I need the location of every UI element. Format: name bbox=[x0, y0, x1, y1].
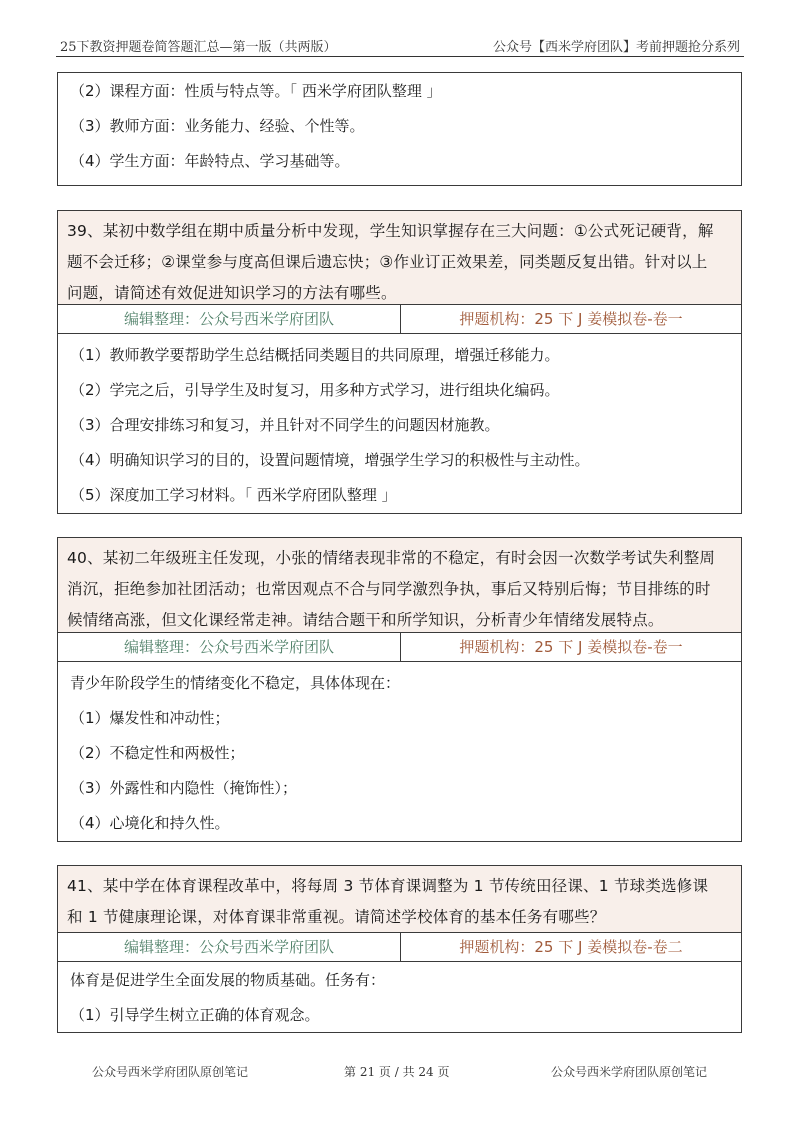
answer-line: （5）深度加工学习材料。「 西米学府团队整理 」 bbox=[70, 486, 397, 504]
answer-line: （1）教师教学要帮助学生总结概括同类题目的共同原理，增强迁移能力。 bbox=[70, 346, 560, 364]
answer-line: （2）学完之后，引导学生及时复习，用多种方式学习，进行组块化编码。 bbox=[70, 381, 560, 399]
answer-line: （4）心境化和持久性。 bbox=[70, 814, 230, 832]
question-meta bbox=[58, 933, 741, 962]
header-series: 公众号【西米学府团队】考前押题抢分系列 bbox=[492, 40, 740, 55]
question-meta bbox=[58, 305, 741, 334]
question-box-39 bbox=[57, 210, 742, 514]
answer-line: （1）爆发性和冲动性； bbox=[70, 709, 230, 727]
question-text: 39、某初中数学组在期中质量分析中发现，学生知识掌握存在三大问题：①公式死记硬背，解 题不会迁移；②课堂参与度高但课后遗忘快；③作业订正效果差，同类题反复出错。针对以上 问题，请简述有效促进知识学习的方法有哪些。 bbox=[58, 211, 741, 305]
answer-line: （2）不稳定性和两极性； bbox=[70, 744, 245, 762]
editor-label: 编辑整理：公众号西米学府团队 bbox=[58, 305, 401, 333]
answer-box-continued bbox=[57, 72, 742, 186]
source-label: 押题机构：25 下 J 姜模拟卷-卷一 bbox=[459, 638, 683, 656]
editor-label: 编辑整理：公众号西米学府团队 bbox=[58, 933, 401, 961]
footer-right: 公众号西米学府团队原创笔记 bbox=[551, 1065, 708, 1079]
page-footer bbox=[0, 1063, 800, 1083]
answer-line: 青少年阶段学生的情绪变化不稳定，具体体现在： bbox=[70, 674, 401, 692]
answer-line: （2）课程方面：性质与特点等。「 西米学府团队整理 」 bbox=[70, 82, 442, 100]
page-number: 第 21 页 / 共 24 页 bbox=[344, 1065, 450, 1079]
answer-line: （3）教师方面：业务能力、经验、个性等。 bbox=[70, 117, 365, 135]
footer-left: 公众号西米学府团队原创笔记 bbox=[92, 1065, 249, 1079]
question-text: 41、某中学在体育课程改革中，将每周 3 节体育课调整为 1 节传统田径课、1 节球类选修课 和 1 节健康理论课，对体育课非常重视。请简述学校体育的基本任务有哪些？ bbox=[58, 866, 741, 933]
question-meta bbox=[58, 633, 741, 662]
question-text: 40、某初二年级班主任发现，小张的情绪表现非常的不稳定，有时会因一次数学考试失利整周 消沉，拒绝参加社团活动；也常因观点不合与同学激烈争执，事后又特别后悔；节目排练的时 候情绪高涨，但文化课经常走神。请结合题干和所学知识，分析青少年情绪发展特点。 bbox=[58, 538, 741, 633]
header-title: 25下教资押题卷简答题汇总—第一版（共两版） bbox=[60, 40, 337, 55]
answer-line: （1）引导学生树立正确的体育观念。 bbox=[70, 1006, 320, 1024]
answer-line: （4）学生方面：年龄特点、学习基础等。 bbox=[70, 152, 350, 170]
answer-line: 体育是促进学生全面发展的物质基础。任务有： bbox=[70, 971, 386, 989]
question-box-40 bbox=[57, 537, 742, 842]
source-label: 押题机构：25 下 J 姜模拟卷-卷二 bbox=[459, 938, 683, 956]
answer-line: （3）合理安排练习和复习，并且针对不同学生的问题因材施教。 bbox=[70, 416, 500, 434]
source-label: 押题机构：25 下 J 姜模拟卷-卷一 bbox=[459, 310, 683, 328]
answer-line: （4）明确知识学习的目的，设置问题情境，增强学生学习的积极性与主动性。 bbox=[70, 451, 590, 469]
answer-line: （3）外露性和内隐性（掩饰性）； bbox=[70, 779, 298, 797]
question-box-41 bbox=[57, 865, 742, 1033]
page-header bbox=[56, 34, 744, 57]
editor-label: 编辑整理：公众号西米学府团队 bbox=[58, 633, 401, 661]
